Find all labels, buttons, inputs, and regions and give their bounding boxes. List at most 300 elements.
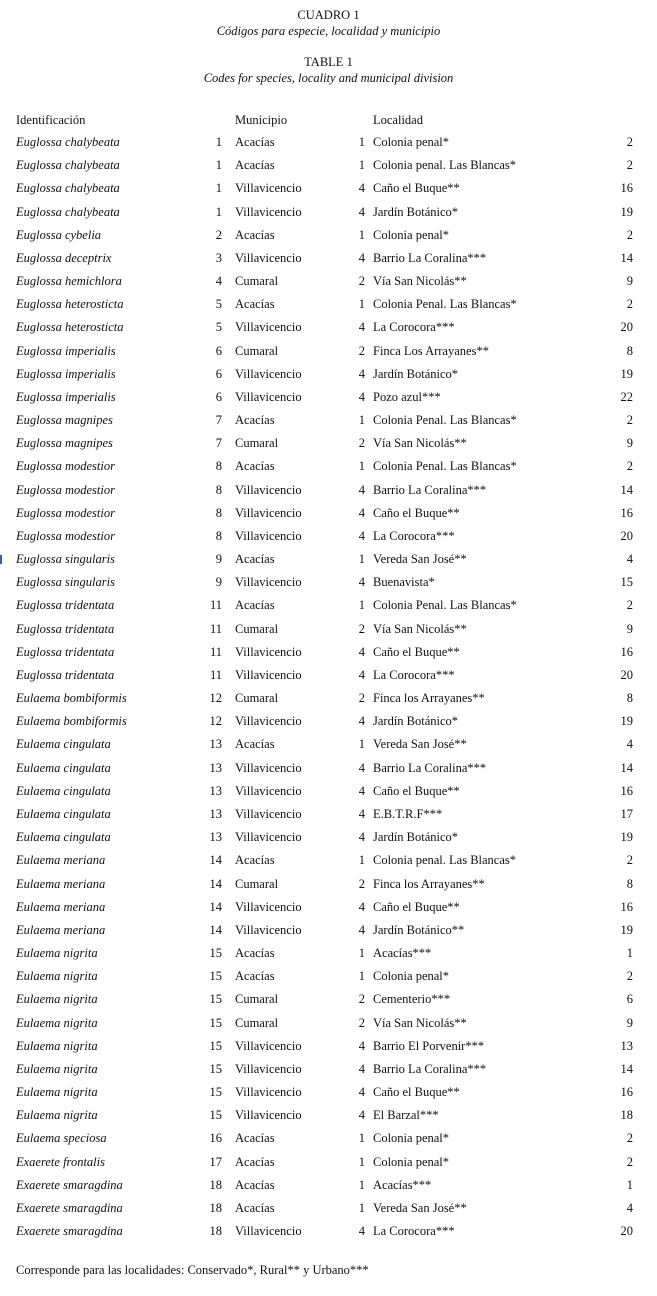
locality-name: Cementerio*** xyxy=(373,992,451,1007)
locality-code: 2 xyxy=(626,459,633,474)
species-code: 15 xyxy=(209,1015,222,1030)
locality-name: Jardín Botánico* xyxy=(373,714,459,729)
municipality-code: 1 xyxy=(358,1200,365,1215)
municipality-code: 1 xyxy=(358,1177,365,1192)
species-name: Exaerete smaragdina xyxy=(16,1224,123,1239)
locality-name: Acacías*** xyxy=(373,946,432,961)
municipality-name: Villavicencio xyxy=(235,482,302,497)
species-code: 3 xyxy=(215,250,222,265)
locality-name: Vereda San José** xyxy=(373,1200,467,1215)
species-code: 14 xyxy=(209,853,222,868)
locality-name: La Corocora*** xyxy=(373,1224,455,1239)
species-code: 12 xyxy=(209,714,222,729)
locality-code: 8 xyxy=(626,691,633,706)
species-name: Euglossa heterosticta xyxy=(16,297,124,312)
locality-code: 6 xyxy=(626,992,633,1007)
table-row xyxy=(0,621,657,644)
species-name: Euglossa cybelia xyxy=(16,227,102,242)
table-row xyxy=(0,273,657,296)
english-heading xyxy=(0,54,657,86)
municipality-name: Cumaral xyxy=(235,343,279,358)
municipality-name: Acacías xyxy=(235,459,275,474)
table-row xyxy=(0,482,657,505)
species-code: 15 xyxy=(209,992,222,1007)
species-name: Eulaema cingulata xyxy=(16,830,111,845)
municipality-code: 4 xyxy=(358,760,365,775)
municipality-name: Acacías xyxy=(235,946,275,961)
locality-code: 19 xyxy=(620,830,633,845)
species-name: Euglossa deceptrix xyxy=(16,250,112,265)
municipality-name: Acacías xyxy=(235,413,275,428)
municipality-code: 4 xyxy=(358,505,365,520)
locality-code: 8 xyxy=(626,343,633,358)
species-code: 13 xyxy=(209,806,222,821)
locality-name: Caño el Buque** xyxy=(373,181,460,196)
municipality-name: Villavicencio xyxy=(235,806,302,821)
locality-code: 15 xyxy=(620,575,633,590)
species-code: 9 xyxy=(215,552,222,567)
municipality-name: Villavicencio xyxy=(235,830,302,845)
locality-name: Vía San Nicolás** xyxy=(373,621,467,636)
table-row xyxy=(0,922,657,945)
locality-name: Barrio La Coralina*** xyxy=(373,760,487,775)
table-row xyxy=(0,412,657,435)
municipality-name: Acacías xyxy=(235,737,275,752)
species-name: Eulaema nigrita xyxy=(16,946,98,961)
footnote: Corresponde para las localidades: Conservado*, Rural** y Urbano*** xyxy=(16,1263,369,1277)
municipality-name: Acacías xyxy=(235,1200,275,1215)
municipality-name: Villavicencio xyxy=(235,366,302,381)
table-row xyxy=(0,227,657,250)
table-row xyxy=(0,204,657,227)
species-name: Euglossa tridentata xyxy=(16,644,115,659)
species-code: 14 xyxy=(209,899,222,914)
table-body xyxy=(0,134,657,1246)
municipality-name: Acacías xyxy=(235,1177,275,1192)
table-row xyxy=(0,945,657,968)
table-title-en: TABLE 1 xyxy=(304,55,353,69)
species-name: Euglossa modestior xyxy=(16,459,115,474)
locality-code: 16 xyxy=(620,1085,633,1100)
municipality-name: Acacías xyxy=(235,158,275,173)
locality-name: Colonia Penal. Las Blancas* xyxy=(373,413,517,428)
locality-code: 1 xyxy=(626,946,633,961)
locality-name: El Barzal*** xyxy=(373,1108,439,1123)
locality-name: Caño el Buque** xyxy=(373,899,460,914)
species-code: 2 xyxy=(215,227,222,242)
table-row xyxy=(0,1061,657,1084)
municipality-code: 1 xyxy=(358,598,365,613)
locality-name: Pozo azul*** xyxy=(373,389,441,404)
locality-code: 16 xyxy=(620,644,633,659)
municipality-name: Villavicencio xyxy=(235,389,302,404)
table-row xyxy=(0,760,657,783)
table-row xyxy=(0,343,657,366)
species-code: 5 xyxy=(215,320,222,335)
municipality-name: Villavicencio xyxy=(235,667,302,682)
locality-code: 9 xyxy=(626,1015,633,1030)
municipality-name: Villavicencio xyxy=(235,320,302,335)
municipality-name: Villavicencio xyxy=(235,1108,302,1123)
table-subtitle-es: Códigos para especie, localidad y municipio xyxy=(216,24,441,38)
species-name: Euglossa chalybeata xyxy=(16,204,120,219)
municipality-code: 4 xyxy=(358,482,365,497)
municipality-code: 4 xyxy=(358,1224,365,1239)
locality-code: 2 xyxy=(626,969,633,984)
table-row xyxy=(0,250,657,273)
species-name: Euglossa tridentata xyxy=(16,598,115,613)
municipality-code: 4 xyxy=(358,783,365,798)
locality-name: Colonia Penal. Las Blancas* xyxy=(373,297,517,312)
species-code: 11 xyxy=(209,644,222,659)
municipality-code: 4 xyxy=(358,830,365,845)
species-code: 13 xyxy=(209,830,222,845)
locality-code: 17 xyxy=(620,806,633,821)
locality-code: 19 xyxy=(620,922,633,937)
municipality-code: 4 xyxy=(358,644,365,659)
species-code: 8 xyxy=(215,505,222,520)
species-code: 14 xyxy=(209,922,222,937)
locality-name: Acacías*** xyxy=(373,1177,432,1192)
locality-name: La Corocora*** xyxy=(373,667,455,682)
species-name: Exaerete smaragdina xyxy=(16,1177,123,1192)
municipality-code: 2 xyxy=(358,876,365,891)
table-row xyxy=(0,134,657,157)
municipality-name: Cumaral xyxy=(235,274,279,289)
species-name: Eulaema bombiformis xyxy=(16,691,127,706)
species-code: 6 xyxy=(215,366,222,381)
species-name: Eulaema bombiformis xyxy=(16,714,127,729)
locality-code: 2 xyxy=(626,135,633,149)
locality-code: 2 xyxy=(626,1154,633,1169)
locality-name: La Corocora*** xyxy=(373,528,455,543)
species-name: Eulaema meriana xyxy=(16,922,106,937)
species-name: Euglossa chalybeata xyxy=(16,181,120,196)
locality-name: Caño el Buque** xyxy=(373,783,460,798)
species-code: 11 xyxy=(209,621,222,636)
locality-name: Colonia penal* xyxy=(373,1131,450,1146)
table-row xyxy=(0,667,657,690)
municipality-name: Villavicencio xyxy=(235,922,302,937)
table-row xyxy=(0,157,657,180)
locality-code: 20 xyxy=(620,667,633,682)
locality-code: 16 xyxy=(620,505,633,520)
species-name: Eulaema cingulata xyxy=(16,806,111,821)
species-code: 1 xyxy=(215,181,222,196)
municipality-code: 1 xyxy=(358,459,365,474)
locality-code: 14 xyxy=(620,760,633,775)
municipality-code: 4 xyxy=(358,667,365,682)
locality-name: Jardín Botánico** xyxy=(373,922,465,937)
table-row xyxy=(0,1130,657,1153)
table-row xyxy=(0,852,657,875)
table-row xyxy=(0,435,657,458)
locality-name: Barrio El Porvenir*** xyxy=(373,1038,485,1053)
municipality-name: Villavicencio xyxy=(235,204,302,219)
locality-code: 9 xyxy=(626,436,633,451)
municipality-code: 1 xyxy=(358,135,365,149)
locality-code: 19 xyxy=(620,204,633,219)
locality-name: Caño el Buque** xyxy=(373,505,460,520)
municipality-name: Villavicencio xyxy=(235,899,302,914)
municipality-code: 4 xyxy=(358,1061,365,1076)
species-name: Eulaema meriana xyxy=(16,899,106,914)
locality-code: 14 xyxy=(620,482,633,497)
species-name: Exaerete frontalis xyxy=(16,1154,105,1169)
species-name: Euglossa tridentata xyxy=(16,667,115,682)
species-code: 1 xyxy=(215,158,222,173)
species-name: Euglossa chalybeata xyxy=(16,135,120,149)
locality-name: Finca los Arrayanes** xyxy=(373,876,485,891)
species-name: Eulaema nigrita xyxy=(16,992,98,1007)
municipality-code: 1 xyxy=(358,1131,365,1146)
municipality-code: 4 xyxy=(358,204,365,219)
species-code: 8 xyxy=(215,528,222,543)
municipality-code: 1 xyxy=(358,737,365,752)
species-name: Eulaema nigrita xyxy=(16,1108,98,1123)
species-name: Eulaema nigrita xyxy=(16,1085,98,1100)
table-row xyxy=(0,1015,657,1038)
species-name: Eulaema speciosa xyxy=(16,1131,107,1146)
municipality-code: 4 xyxy=(358,1038,365,1053)
locality-name: Vereda San José** xyxy=(373,552,467,567)
municipality-name: Villavicencio xyxy=(235,783,302,798)
table-row xyxy=(0,806,657,829)
species-code: 15 xyxy=(209,1085,222,1100)
species-name: Euglossa modestior xyxy=(16,482,115,497)
municipality-code: 1 xyxy=(358,158,365,173)
species-code: 11 xyxy=(209,667,222,682)
table-row xyxy=(0,829,657,852)
locality-name: Finca Los Arrayanes** xyxy=(373,343,489,358)
municipality-code: 4 xyxy=(358,575,365,590)
locality-code: 2 xyxy=(626,413,633,428)
species-code: 8 xyxy=(215,459,222,474)
locality-name: Vía San Nicolás** xyxy=(373,1015,467,1030)
municipality-code: 2 xyxy=(358,343,365,358)
locality-code: 14 xyxy=(620,1061,633,1076)
table-row xyxy=(0,644,657,667)
table-row xyxy=(0,180,657,203)
table-row xyxy=(0,899,657,922)
municipality-name: Villavicencio xyxy=(235,575,302,590)
municipality-code: 4 xyxy=(358,714,365,729)
locality-code: 16 xyxy=(620,783,633,798)
municipality-name: Acacías xyxy=(235,1154,275,1169)
municipality-code: 4 xyxy=(358,389,365,404)
table-row xyxy=(0,736,657,759)
municipality-name: Acacías xyxy=(235,1131,275,1146)
municipality-code: 4 xyxy=(358,366,365,381)
municipality-code: 4 xyxy=(358,899,365,914)
locality-code: 4 xyxy=(626,1200,633,1215)
municipality-name: Cumaral xyxy=(235,691,279,706)
species-name: Exaerete smaragdina xyxy=(16,1200,123,1215)
locality-name: Caño el Buque** xyxy=(373,1085,460,1100)
table-row xyxy=(0,551,657,574)
municipality-name: Villavicencio xyxy=(235,181,302,196)
municipality-code: 4 xyxy=(358,320,365,335)
locality-name: Jardín Botánico* xyxy=(373,366,459,381)
species-code: 16 xyxy=(209,1131,222,1146)
species-code: 18 xyxy=(209,1200,222,1215)
species-name: Eulaema cingulata xyxy=(16,760,111,775)
table-row xyxy=(0,713,657,736)
municipality-code: 4 xyxy=(358,1085,365,1100)
municipality-name: Cumaral xyxy=(235,436,279,451)
municipality-code: 1 xyxy=(358,227,365,242)
locality-code: 4 xyxy=(626,737,633,752)
species-name: Euglossa heterosticta xyxy=(16,320,124,335)
scan-edge-mark xyxy=(0,555,2,564)
locality-code: 22 xyxy=(620,389,633,404)
locality-code: 2 xyxy=(626,1131,633,1146)
municipality-code: 2 xyxy=(358,1015,365,1030)
species-code: 6 xyxy=(215,343,222,358)
species-name: Euglossa modestior xyxy=(16,505,115,520)
locality-code: 8 xyxy=(626,876,633,891)
table-row xyxy=(0,1154,657,1177)
locality-code: 2 xyxy=(626,853,633,868)
locality-code: 20 xyxy=(620,1224,633,1239)
municipality-code: 2 xyxy=(358,621,365,636)
species-name: Euglossa imperialis xyxy=(16,389,116,404)
locality-name: Barrio La Coralina*** xyxy=(373,250,487,265)
municipality-name: Villavicencio xyxy=(235,528,302,543)
species-name: Eulaema cingulata xyxy=(16,783,111,798)
column-header-locality: Localidad xyxy=(373,113,423,127)
locality-code: 9 xyxy=(626,274,633,289)
species-code: 15 xyxy=(209,969,222,984)
locality-code: 16 xyxy=(620,899,633,914)
species-code: 4 xyxy=(215,274,222,289)
locality-name: Vía San Nicolás** xyxy=(373,274,467,289)
municipality-code: 4 xyxy=(358,1108,365,1123)
species-code: 18 xyxy=(209,1224,222,1239)
table-row xyxy=(0,597,657,620)
locality-name: Colonia penal* xyxy=(373,1154,450,1169)
municipality-code: 1 xyxy=(358,946,365,961)
locality-code: 14 xyxy=(620,250,633,265)
municipality-code: 1 xyxy=(358,552,365,567)
locality-code: 19 xyxy=(620,714,633,729)
locality-code: 19 xyxy=(620,366,633,381)
locality-name: Jardín Botánico* xyxy=(373,830,459,845)
species-code: 7 xyxy=(215,413,222,428)
table-row xyxy=(0,528,657,551)
municipality-code: 4 xyxy=(358,181,365,196)
municipality-name: Acacías xyxy=(235,135,275,149)
species-name: Euglossa modestior xyxy=(16,528,115,543)
municipality-name: Villavicencio xyxy=(235,1085,302,1100)
species-name: Euglossa singularis xyxy=(16,552,115,567)
spanish-heading xyxy=(0,7,657,39)
species-code: 15 xyxy=(209,946,222,961)
species-name: Euglossa singularis xyxy=(16,575,115,590)
municipality-name: Villavicencio xyxy=(235,714,302,729)
table-row xyxy=(0,1177,657,1200)
locality-code: 1 xyxy=(626,1177,633,1192)
table-row xyxy=(0,296,657,319)
locality-name: Colonia penal. Las Blancas* xyxy=(373,853,517,868)
locality-name: La Corocora*** xyxy=(373,320,455,335)
species-name: Euglossa imperialis xyxy=(16,366,116,381)
locality-name: Colonia penal* xyxy=(373,969,450,984)
table-row xyxy=(0,783,657,806)
municipality-name: Villavicencio xyxy=(235,1224,302,1239)
species-name: Eulaema nigrita xyxy=(16,1015,98,1030)
table-row xyxy=(0,389,657,412)
species-name: Eulaema meriana xyxy=(16,853,106,868)
municipality-name: Villavicencio xyxy=(235,760,302,775)
municipality-code: 2 xyxy=(358,691,365,706)
species-code: 1 xyxy=(215,204,222,219)
species-name: Eulaema nigrita xyxy=(16,969,98,984)
species-code: 15 xyxy=(209,1038,222,1053)
species-code: 15 xyxy=(209,1108,222,1123)
species-code: 9 xyxy=(215,575,222,590)
species-code: 6 xyxy=(215,389,222,404)
municipality-code: 4 xyxy=(358,806,365,821)
column-header-identification: Identificación xyxy=(16,113,86,127)
species-code: 13 xyxy=(209,737,222,752)
table-row xyxy=(0,1084,657,1107)
municipality-code: 1 xyxy=(358,413,365,428)
locality-code: 13 xyxy=(620,1038,633,1053)
municipality-code: 1 xyxy=(358,297,365,312)
locality-name: Jardín Botánico* xyxy=(373,204,459,219)
locality-code: 20 xyxy=(620,528,633,543)
municipality-code: 4 xyxy=(358,922,365,937)
municipality-code: 2 xyxy=(358,436,365,451)
locality-code: 4 xyxy=(626,552,633,567)
locality-name: Barrio La Coralina*** xyxy=(373,1061,487,1076)
species-name: Euglossa tridentata xyxy=(16,621,115,636)
municipality-code: 4 xyxy=(358,250,365,265)
species-name: Eulaema nigrita xyxy=(16,1038,98,1053)
locality-code: 2 xyxy=(626,227,633,242)
species-code: 11 xyxy=(209,598,222,613)
table-row xyxy=(0,690,657,713)
locality-name: Colonia Penal. Las Blancas* xyxy=(373,459,517,474)
table-row xyxy=(0,319,657,342)
locality-name: Vía San Nicolás** xyxy=(373,436,467,451)
locality-name: Finca los Arrayanes** xyxy=(373,691,485,706)
species-name: Eulaema nigrita xyxy=(16,1061,98,1076)
species-code: 14 xyxy=(209,876,222,891)
species-code: 8 xyxy=(215,482,222,497)
municipality-name: Villavicencio xyxy=(235,1061,302,1076)
table-row xyxy=(0,876,657,899)
table-row xyxy=(0,1200,657,1223)
locality-name: Colonia penal* xyxy=(373,227,450,242)
locality-name: Caño el Buque** xyxy=(373,644,460,659)
municipality-name: Acacías xyxy=(235,297,275,312)
locality-name: Buenavista* xyxy=(373,575,435,590)
table-title-es: CUADRO 1 xyxy=(297,8,360,22)
table-row xyxy=(0,991,657,1014)
table-row xyxy=(0,458,657,481)
locality-name: Colonia penal* xyxy=(373,135,450,149)
municipality-name: Acacías xyxy=(235,598,275,613)
species-code: 13 xyxy=(209,783,222,798)
table-row xyxy=(0,1223,657,1246)
municipality-name: Villavicencio xyxy=(235,505,302,520)
column-header-municipality: Municipio xyxy=(235,113,288,127)
table-row xyxy=(0,505,657,528)
species-code: 7 xyxy=(215,436,222,451)
species-name: Euglossa imperialis xyxy=(16,343,116,358)
